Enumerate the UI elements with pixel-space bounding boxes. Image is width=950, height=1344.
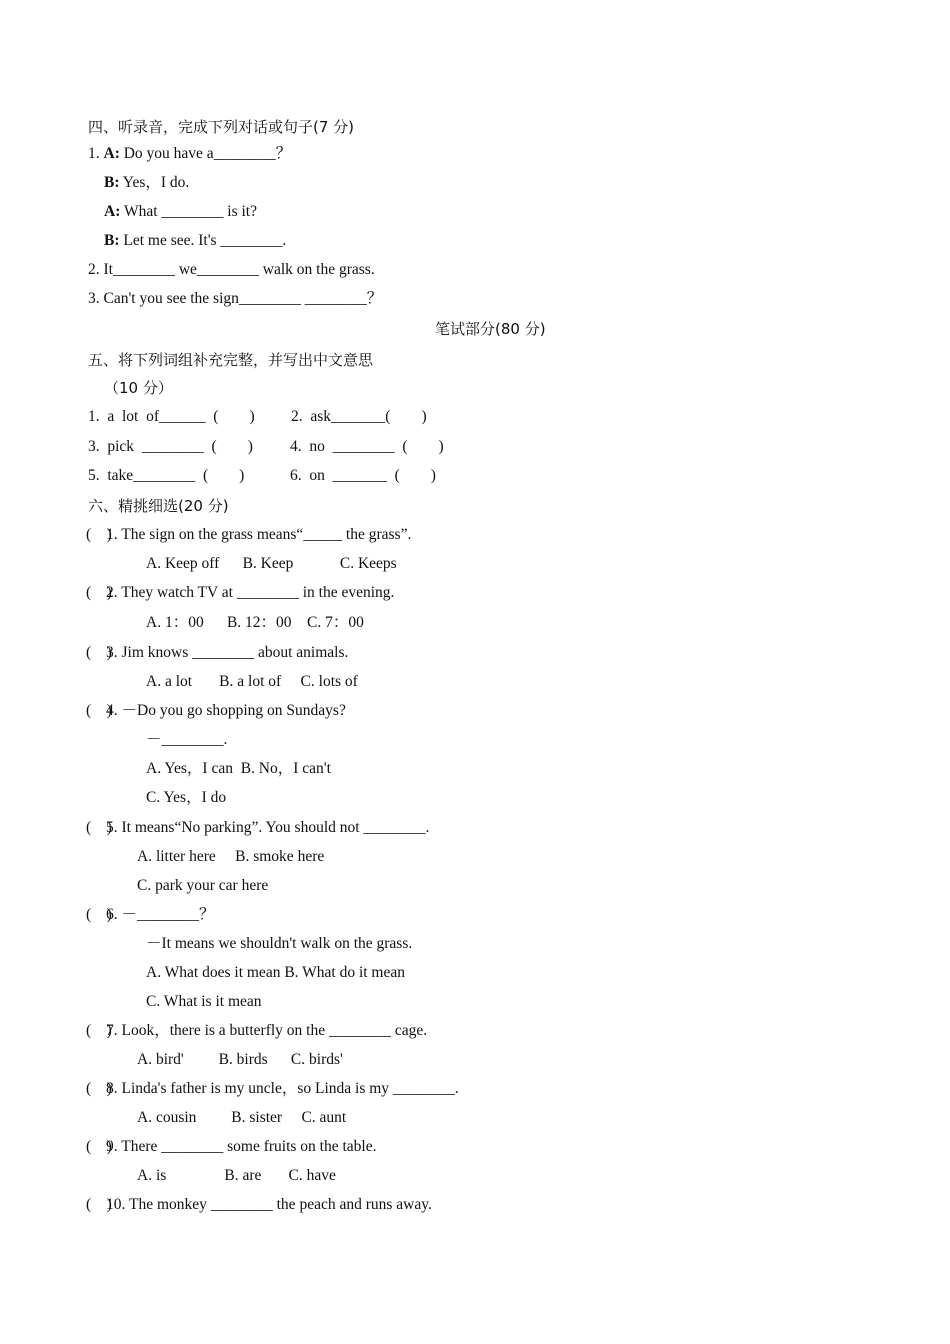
mc-options: A. is B. are C. have [137,1167,336,1184]
mc-options: A. bird' B. birds C. birds' [137,1051,343,1068]
answer-blank: ( ) [86,702,112,719]
mc-question: 3. Jim knows ________ about animals. [106,644,349,661]
mc-options: A. 1：00 B. 12：00 C. 7：00 [146,614,364,631]
mc-options: A. a lot B. a lot of C. lots of [146,673,358,690]
mc-options: C. What is it mean [146,993,262,1010]
mc-options: C. park your car here [137,877,269,894]
mc-options: A. What does it mean B. What do it mean [146,964,405,981]
answer-blank: ( ) [86,1022,112,1039]
dialogue-text: Yes，I do. [119,174,190,191]
mc-question: 8. Linda's father is my uncle，so Linda is my ________. [106,1080,459,1097]
dialogue-line-3 [104,202,257,222]
dialogue-line-1 [88,144,291,164]
dialogue-line-2 [104,173,189,193]
mc-response: －It means we shouldn't walk on the grass. [146,935,413,952]
answer-blank: ( ) [86,584,112,601]
speaker-label: A: [104,203,121,220]
phrase-item: 5. take________ ( ) [88,467,245,484]
mc-question: 5. It means“No parking”. You should not ________. [106,819,430,836]
mc-question: 7. Look，there is a butterfly on the ________ cage. [106,1022,428,1039]
section-6-title: 六、精挑细选(20 分) [88,497,229,515]
phrase-item: 1. a lot of______ ( ) [88,408,255,425]
dialogue-line-4 [104,231,286,251]
answer-blank: ( ) [86,1080,112,1097]
mc-question: 1. The sign on the grass means“_____ the grass”. [106,526,412,543]
phrase-item: 3. pick ________ ( ) [88,438,253,455]
answer-blank: ( ) [86,819,112,836]
question-number: 1. [88,145,100,162]
answer-blank: ( ) [86,906,112,923]
section-4-title: 四、听录音，完成下列对话或句子(7 分) [88,118,355,136]
speaker-label: B: [104,232,120,249]
speaker-label: A: [103,145,120,162]
mc-question: 10. The monkey ________ the peach and runs away. [106,1196,432,1213]
mc-question: 9. There ________ some fruits on the table. [106,1138,377,1155]
mc-question: 2. They watch TV at ________ in the evening. [106,584,395,601]
phrase-item: 6. on _______ ( ) [290,467,436,484]
mc-options: A. cousin B. sister C. aunt [137,1109,347,1126]
speaker-label: B: [104,174,120,191]
mc-options: A. Yes，I can B. No，I can't [146,760,331,777]
answer-blank: ( ) [86,644,112,661]
dialogue-text: Let me see. It's ________. [119,232,287,249]
answer-blank: ( ) [86,526,112,543]
dialogue-text: Do you have a________？ [119,145,292,162]
written-part-title: 笔试部分(80 分) [435,320,546,338]
mc-options: A. Keep off B. Keep C. Keeps [146,555,397,572]
mc-response: －________. [146,731,228,748]
question-3: 3. Can't you see the sign________ ________？ [88,290,383,307]
section-5-points: （10 分） [104,379,173,397]
phrase-item: 4. no ________ ( ) [290,438,444,455]
dialogue-text: What ________ is it? [120,203,257,220]
mc-question: 4. －Do you go shopping on Sundays? [106,702,346,719]
mc-options: A. litter here B. smoke here [137,848,325,865]
mc-question: 6. －________？ [106,906,215,923]
section-5-title: 五、将下列词组补充完整，并写出中文意思 [88,351,374,369]
mc-options: C. Yes，I do [146,789,227,806]
phrase-item: 2. ask_______( ) [291,408,427,425]
question-2: 2. It________ we________ walk on the grass. [88,261,375,278]
answer-blank: ( ) [86,1138,112,1155]
answer-blank: ( ) [86,1196,112,1213]
